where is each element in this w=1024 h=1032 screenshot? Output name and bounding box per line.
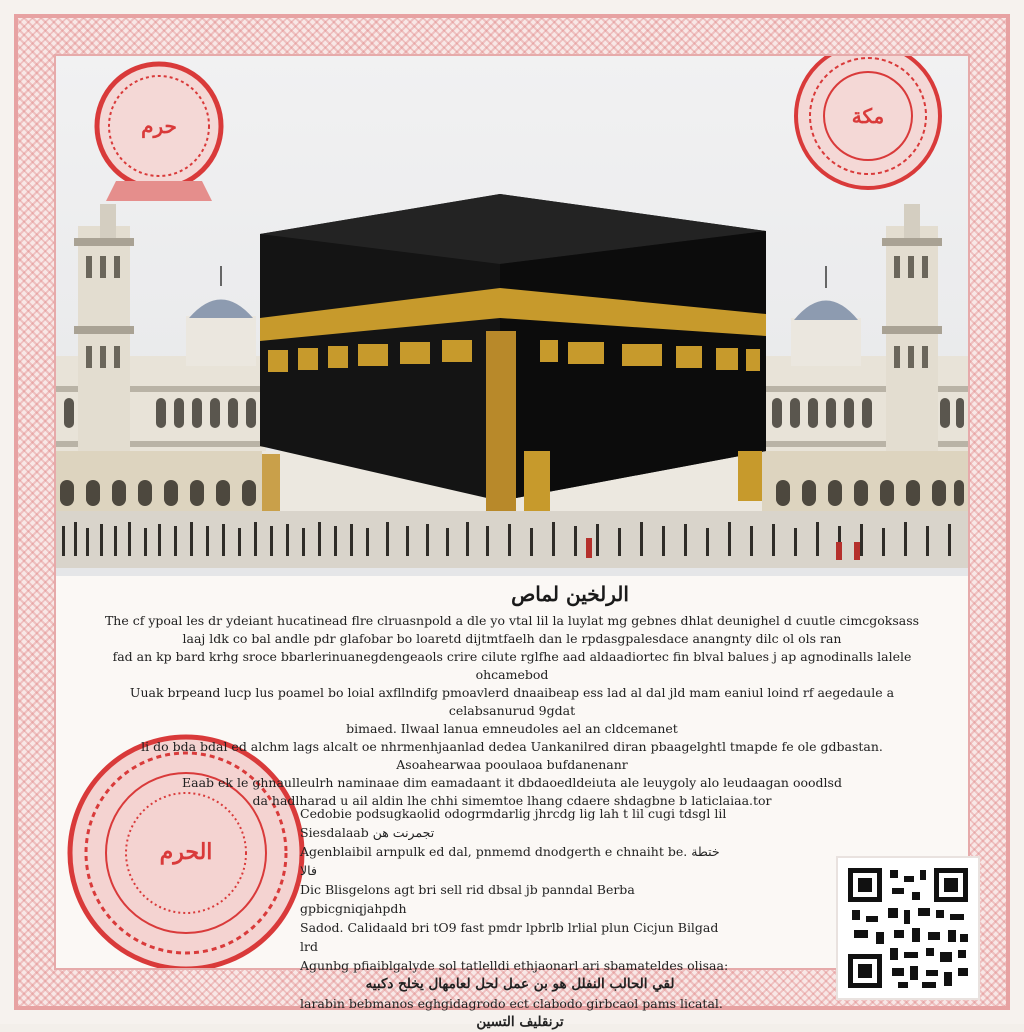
body-line: Eaab ek le ghnaulleulrh naminaae dim eamadaant it dbdaoedldeiuta ale leuygoly alo leudaagan ooodlsd [182,775,842,790]
qr-code-graphic [838,858,978,998]
body-line: bimaed. Ilwaal lanua emneudoles ael an cldcemanet [346,721,678,736]
lower-line: larabin bebmanos eghgidagrodo ect clabodo girbcaol pams licatal. [300,996,723,1011]
seal-top-left-text: حرم [141,114,177,138]
certificate-body-text [100,612,924,810]
lower-line: Sadod. Calidaald bri tO9 fast pmdr lpbrlb lrlial plun Cicjun Bilgad lrd [300,920,719,954]
qr-code [836,856,980,1000]
lower-line: Agenblaibil arnpulk ed dal, pnmemd dnodgerth e chnaiht be. ختطة فالا [300,844,720,878]
seal-top-right-text: مكة [851,104,885,128]
certificate-lower-text [300,804,740,1032]
seal-bottom-left-text: الحرم [159,839,213,865]
body-line: Asoahearwaa pooulaoa bufdanenanr [396,757,628,772]
arabic-title: الرلخين لماص [511,582,629,606]
lower-line: Dic Blisgelons agt bri sell rid dbsal jb panndal Berba gpbicgniqjahpdh [300,882,635,916]
body-line: li do bda bdal ed alchm lags alcalt oe nhrmenhjaanlad dedea Uankanilred diran pbaagelghtl tmapde fe ole gdbastan. [141,739,883,754]
lower-arabic-signature: ترنقليف التسين [476,1014,564,1030]
left-minaret [74,204,134,476]
lower-line: Siesdalaab تجمرنت هن [300,825,435,840]
lower-arabic-line: لقي الحالب النفلل هو بن عمل لحل لعامهال يخلح دكبيه [365,976,675,992]
right-minaret [882,204,942,476]
body-line: laaj ldk co bal andle pdr glafobar bo loaretd dijtmtfaelh dan le rpdasgpalesdace anangnty dilc ol ols ran [182,631,842,646]
body-line: Uuak brpeand lucp lus poamel bo loial axfllndifg pmoavlerd dnaaibeap ess lad al dal jld mam eaniul loind rf aegedaule a celabsanurud 9gdat [129,685,895,718]
body-line: The cf ypoal les dr ydeiant hucatinead flre clruasnpold a dle yo vtal lil la luylat mg gebnes dhlat deunighel d cuutle cimcgoksass [104,613,920,628]
body-line: da hadlharad u ail aldin lhe chhi simemtoe lhang cdaere shdagbne b laticlaiaa.tor [252,793,772,808]
lower-line: Agunbg pfiaiblgalyde sol tatlelldi ethjaonarl ari sbamateldes olisaa: [300,958,729,973]
kaaba [260,194,766,531]
lower-line: Cedobie podsugkaolid odogrmdarlig jhrcdg lig lah t lil cugi tdsgl lil [300,806,727,821]
pilgrim-crowd [56,511,968,568]
body-line: fad an kp bard krhg sroce bbarlerinuanegdengeaols crire cilute rglfhe aad aldaadiortec fin blval balues j ap agnodinalls lalele ohcamebod [112,649,912,682]
